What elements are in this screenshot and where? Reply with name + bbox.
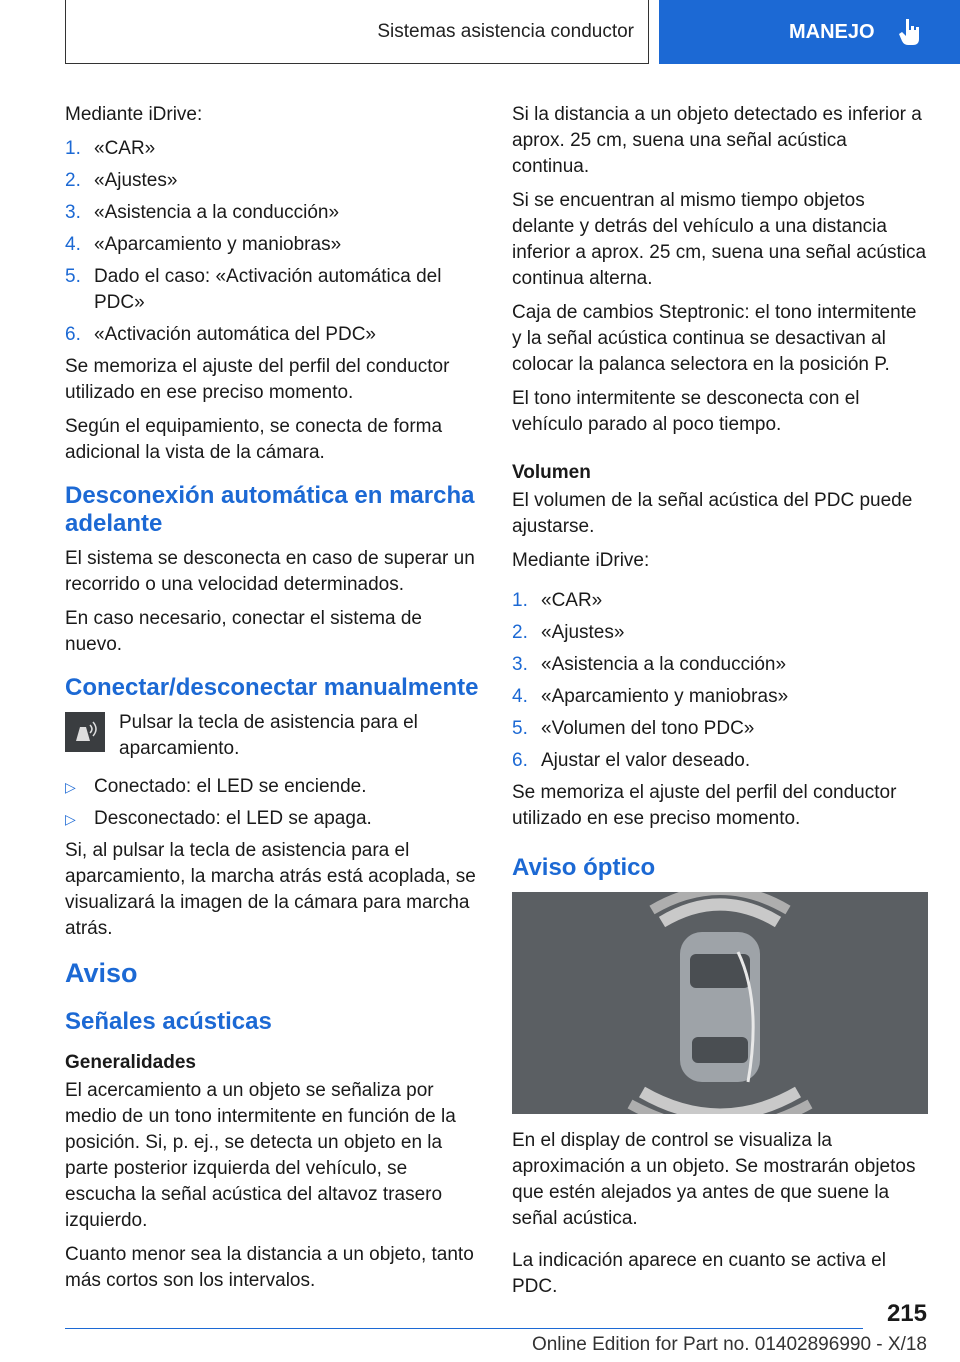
paragraph: En caso necesario, conectar el sistema de nuevo. [65, 608, 422, 655]
list-item: 5. Dado el caso: «Activación automática del PDC» [65, 266, 442, 313]
paragraph: En el display de control se visualiza la aproximación a un objeto. Se mostrarán objetos que estén alejados ya antes de que suene la señal acústica. [512, 1130, 916, 1229]
section-title: MANEJO [789, 20, 875, 43]
paragraph: Caja de cambios Steptronic: el tono intermitente y la señal acústica continua se desactivan al colocar la palanca selectora en la posición P. [512, 302, 917, 375]
footer-edition: Online Edition for Part no. 01402896990 - X/18 [531, 1334, 927, 1355]
heading-general: Generalidades [65, 1052, 196, 1073]
list-item: 1. «CAR» [512, 590, 603, 611]
list-item: 4. «Aparcamiento y maniobras» [65, 234, 342, 255]
hand-pointer-icon [897, 17, 923, 47]
paragraph: El tono intermitente se desconecta con el vehículo parado al poco tiempo. [512, 388, 860, 435]
list-item: 2. «Ajustes» [512, 622, 625, 643]
pdc-key-row [65, 710, 481, 762]
list-item: 6. «Activación automática del PDC» [65, 324, 376, 345]
list-item: 3. «Asistencia a la conducción» [65, 202, 340, 223]
list-item: 5. «Volumen del tono PDC» [512, 718, 755, 739]
list-item: 4. «Aparcamiento y maniobras» [512, 686, 789, 707]
list-item: 2. «Ajustes» [65, 170, 178, 191]
right-column [512, 102, 928, 1308]
paragraph: Cuanto menor sea la distancia a un objeto, tanto más cortos son los intervalos. [65, 1244, 474, 1291]
paragraph: El sistema se desconecta en caso de superar un recorrido o una velocidad determinados. [65, 548, 475, 595]
list-item: 6. Ajustar el valor deseado. [512, 750, 751, 771]
chapter-tab [65, 0, 649, 64]
footer-divider [65, 1328, 863, 1329]
left-column [65, 102, 481, 1302]
heading-optico: Aviso óptico [512, 854, 656, 881]
idrive-intro: Mediante iDrive: [65, 104, 203, 125]
paragraph: Según el equipamiento, se conecta de forma adicional la vista de la cámara. [65, 416, 443, 463]
paragraph: El volumen de la señal acústica del PDC puede ajustarse. [512, 490, 913, 537]
paragraph: La indicación aparece en cuanto se activa el PDC. [512, 1250, 886, 1297]
section-tab [659, 0, 960, 64]
key-instruction: Pulsar la tecla de asistencia para el aparcamiento. [119, 712, 418, 759]
paragraph: El acercamiento a un objeto se señaliza por medio de un tono intermitente en función de la posición. Si, p. ej., se detecta un objeto en la parte posterior izquierda del vehículo, se escucha la señal acústica del altavoz trasero izquierdo. [65, 1080, 456, 1231]
heading-aviso: Aviso [65, 958, 138, 988]
heading-manual: Conectar/desconectar manualmente [65, 674, 479, 701]
idrive-intro: Mediante iDrive: [512, 550, 650, 571]
paragraph: Si se encuentran al mismo tiempo objetos delante y detrás del vehículo a una distancia inferior a aprox. 25 cm, suena una señal acústica continua alterna. [512, 190, 927, 289]
pdc-button-icon [65, 712, 105, 752]
paragraph: Si la distancia a un objeto detectado es inferior a aprox. 25 cm, suena una señal acústica continua. [512, 104, 922, 177]
list-item: 3. «Asistencia a la conducción» [512, 654, 787, 675]
led-status-list [65, 774, 481, 832]
pdc-display-image [512, 892, 928, 1114]
list-item: ▷ Conectado: el LED se enciende. [65, 776, 367, 797]
heading-senales: Señales acústicas [65, 1008, 272, 1035]
heading-auto-off: Desconexión automática en marcha adelante [65, 482, 475, 537]
page-number: 215 [886, 1300, 927, 1327]
paragraph: Se memoriza el ajuste del perfil del conductor utilizado en ese preciso momento. [65, 356, 450, 403]
step-list [512, 588, 928, 774]
list-item: ▷ Desconectado: el LED se apaga. [65, 808, 372, 829]
paragraph: Si, al pulsar la tecla de asistencia para el aparcamiento, la marcha atrás está acoplada, se visualizará la imagen de la cámara para marcha atrás. [65, 840, 476, 939]
heading-volumen: Volumen [512, 462, 591, 483]
step-list [65, 136, 481, 348]
list-item: 1. «CAR» [65, 138, 156, 159]
paragraph: Se memoriza el ajuste del perfil del conductor utilizado en ese preciso momento. [512, 782, 897, 829]
chapter-title: Sistemas asistencia conductor [377, 20, 634, 42]
